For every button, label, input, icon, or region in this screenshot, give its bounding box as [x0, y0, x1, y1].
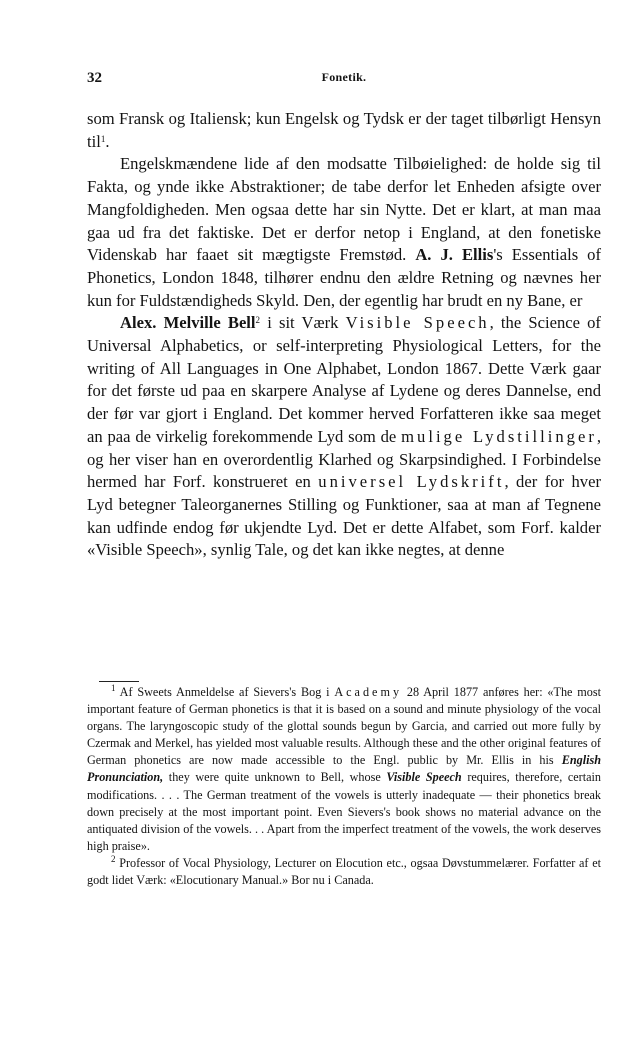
paragraph-1-end: . — [105, 131, 110, 151]
footnote-1-d: requires, therefore, certain modifications. . . . The German treatment of the vowels is utterly inadequate — their phonetics break down precisely at the most important point. Even Sievers's book shows no material advance on the antiquated division of the vowels. . . Apart from the imperfect treatment of the vowels, the work deserves high praise». — [87, 770, 601, 853]
paragraph-3-a: i sit Værk — [260, 313, 346, 333]
paragraph-3-c: , og her viser han en overordentlig Klarhed og Skarpsindighed. I Forbindelse hermed har Forf. konstrueret en — [87, 426, 601, 492]
footnote-1-mark: 1 — [111, 683, 116, 693]
footnote-2-mark: 2 — [111, 853, 116, 864]
footnote-1-a: Af Sweets Anmeldelse af Sievers's Bog i — [115, 685, 335, 699]
author-bell: Alex. Melville Bell — [120, 313, 256, 333]
page-number: 32 — [87, 70, 102, 86]
body-text — [87, 108, 601, 562]
running-head: Fonetik. — [321, 70, 367, 84]
footnote-1-b: 28 April 1877 anføres her: «The most important feature of German phonetics is that it is based on a sound and minute physiology of the vocal organs. The laryngoscopic study of the glottal sounds begun by Garcia, and carried out more fully by Czermak and Merkel, has yielded most valuable results. Although these and the other original features of German phonetics are now made accessible to the Engl. public by Mr. Ellis in his — [87, 685, 601, 768]
page-header — [87, 70, 601, 90]
footnote-1-english-pronunciation: English Pronunciation, — [87, 753, 601, 785]
footnotes — [87, 684, 601, 889]
footnote-ref-2: 2 — [255, 315, 261, 326]
author-ellis: A. J. Ellis — [415, 245, 494, 265]
paragraph-2-rest: 's Essentials of Phonetics, London 1848, tilhører endnu den ældre Retning og nævnes her kun for Fuldstændigheds Skyld. Den, der egentlig har brudt en ny Bane, er — [87, 245, 602, 310]
footnote-1 — [87, 684, 601, 855]
footnote-2 — [87, 855, 601, 889]
paragraph-3 — [87, 312, 601, 562]
footnote-rule — [99, 681, 139, 682]
paragraph-2 — [87, 153, 601, 312]
footnote-2-text: Professor of Vocal Physiology, Lecturer on Elocution etc., ogsaa Døvstummelærer. Forfatter af et godt lidet Værk: «Elocutionary Manual.» Bor nu i Canada. — [87, 855, 601, 888]
paragraph-2-text: Engelskmændene lide af den modsatte Tilbøielighed: de holde sig til Fakta, og ynde ikke Abstraktioner; de tabe derfor let Enheden afsigte over Mangfoldigheden. Men ogsaa dette har sin Nytte. Det er klart, at man maa gaa ud fra det faktiske. Det er derfor netop i England, at den fonetiske Videnskab har faaet sit mægtigste Fremstød. — [87, 154, 601, 265]
paragraph-3-b: , the Science of Universal Alphabetics, or self-interpreting Physiological Letters, for the writing of All Languages in One Alphabet, London 1867. Dette Værk gaar for det første ud paa en skarpere Analyse af Lydene og deres Dannelse, end der før var gjort i England. Det kommer herved Forfatteren ikke saa meget an paa de virkelig forekommende Lyd som de — [87, 313, 601, 446]
footnote-1-academy: Academy — [334, 685, 403, 699]
spaced-title-visible-speech: Visible Speech — [345, 313, 490, 333]
paragraph-1-text: som Fransk og Italiensk; kun Engelsk og Tydsk er der taget tilbørligt Hensyn til — [87, 109, 601, 151]
footnote-1-visible-speech: Visible Speech — [386, 770, 462, 785]
spaced-universel-lydskrift: universel Lydskrift — [318, 472, 505, 492]
spaced-mulige-lydstillinger: mulige Lydstillinger — [401, 426, 597, 446]
paragraph-3-d: , der for hver Lyd betegner Taleorganernes Stilling og Funktioner, saa at man af Tegnene kan udfinde endog før ukjendte Lyd. Det er dette Alfabet, som Forf. kalder «Visible Speech», synlig Tale, og det kan ikke negtes, at denne — [87, 472, 601, 560]
footnote-1-c: they were quite unknown to Bell, whose — [163, 770, 387, 785]
footnote-ref-1: 1 — [100, 133, 106, 144]
paragraph-1 — [87, 108, 601, 153]
